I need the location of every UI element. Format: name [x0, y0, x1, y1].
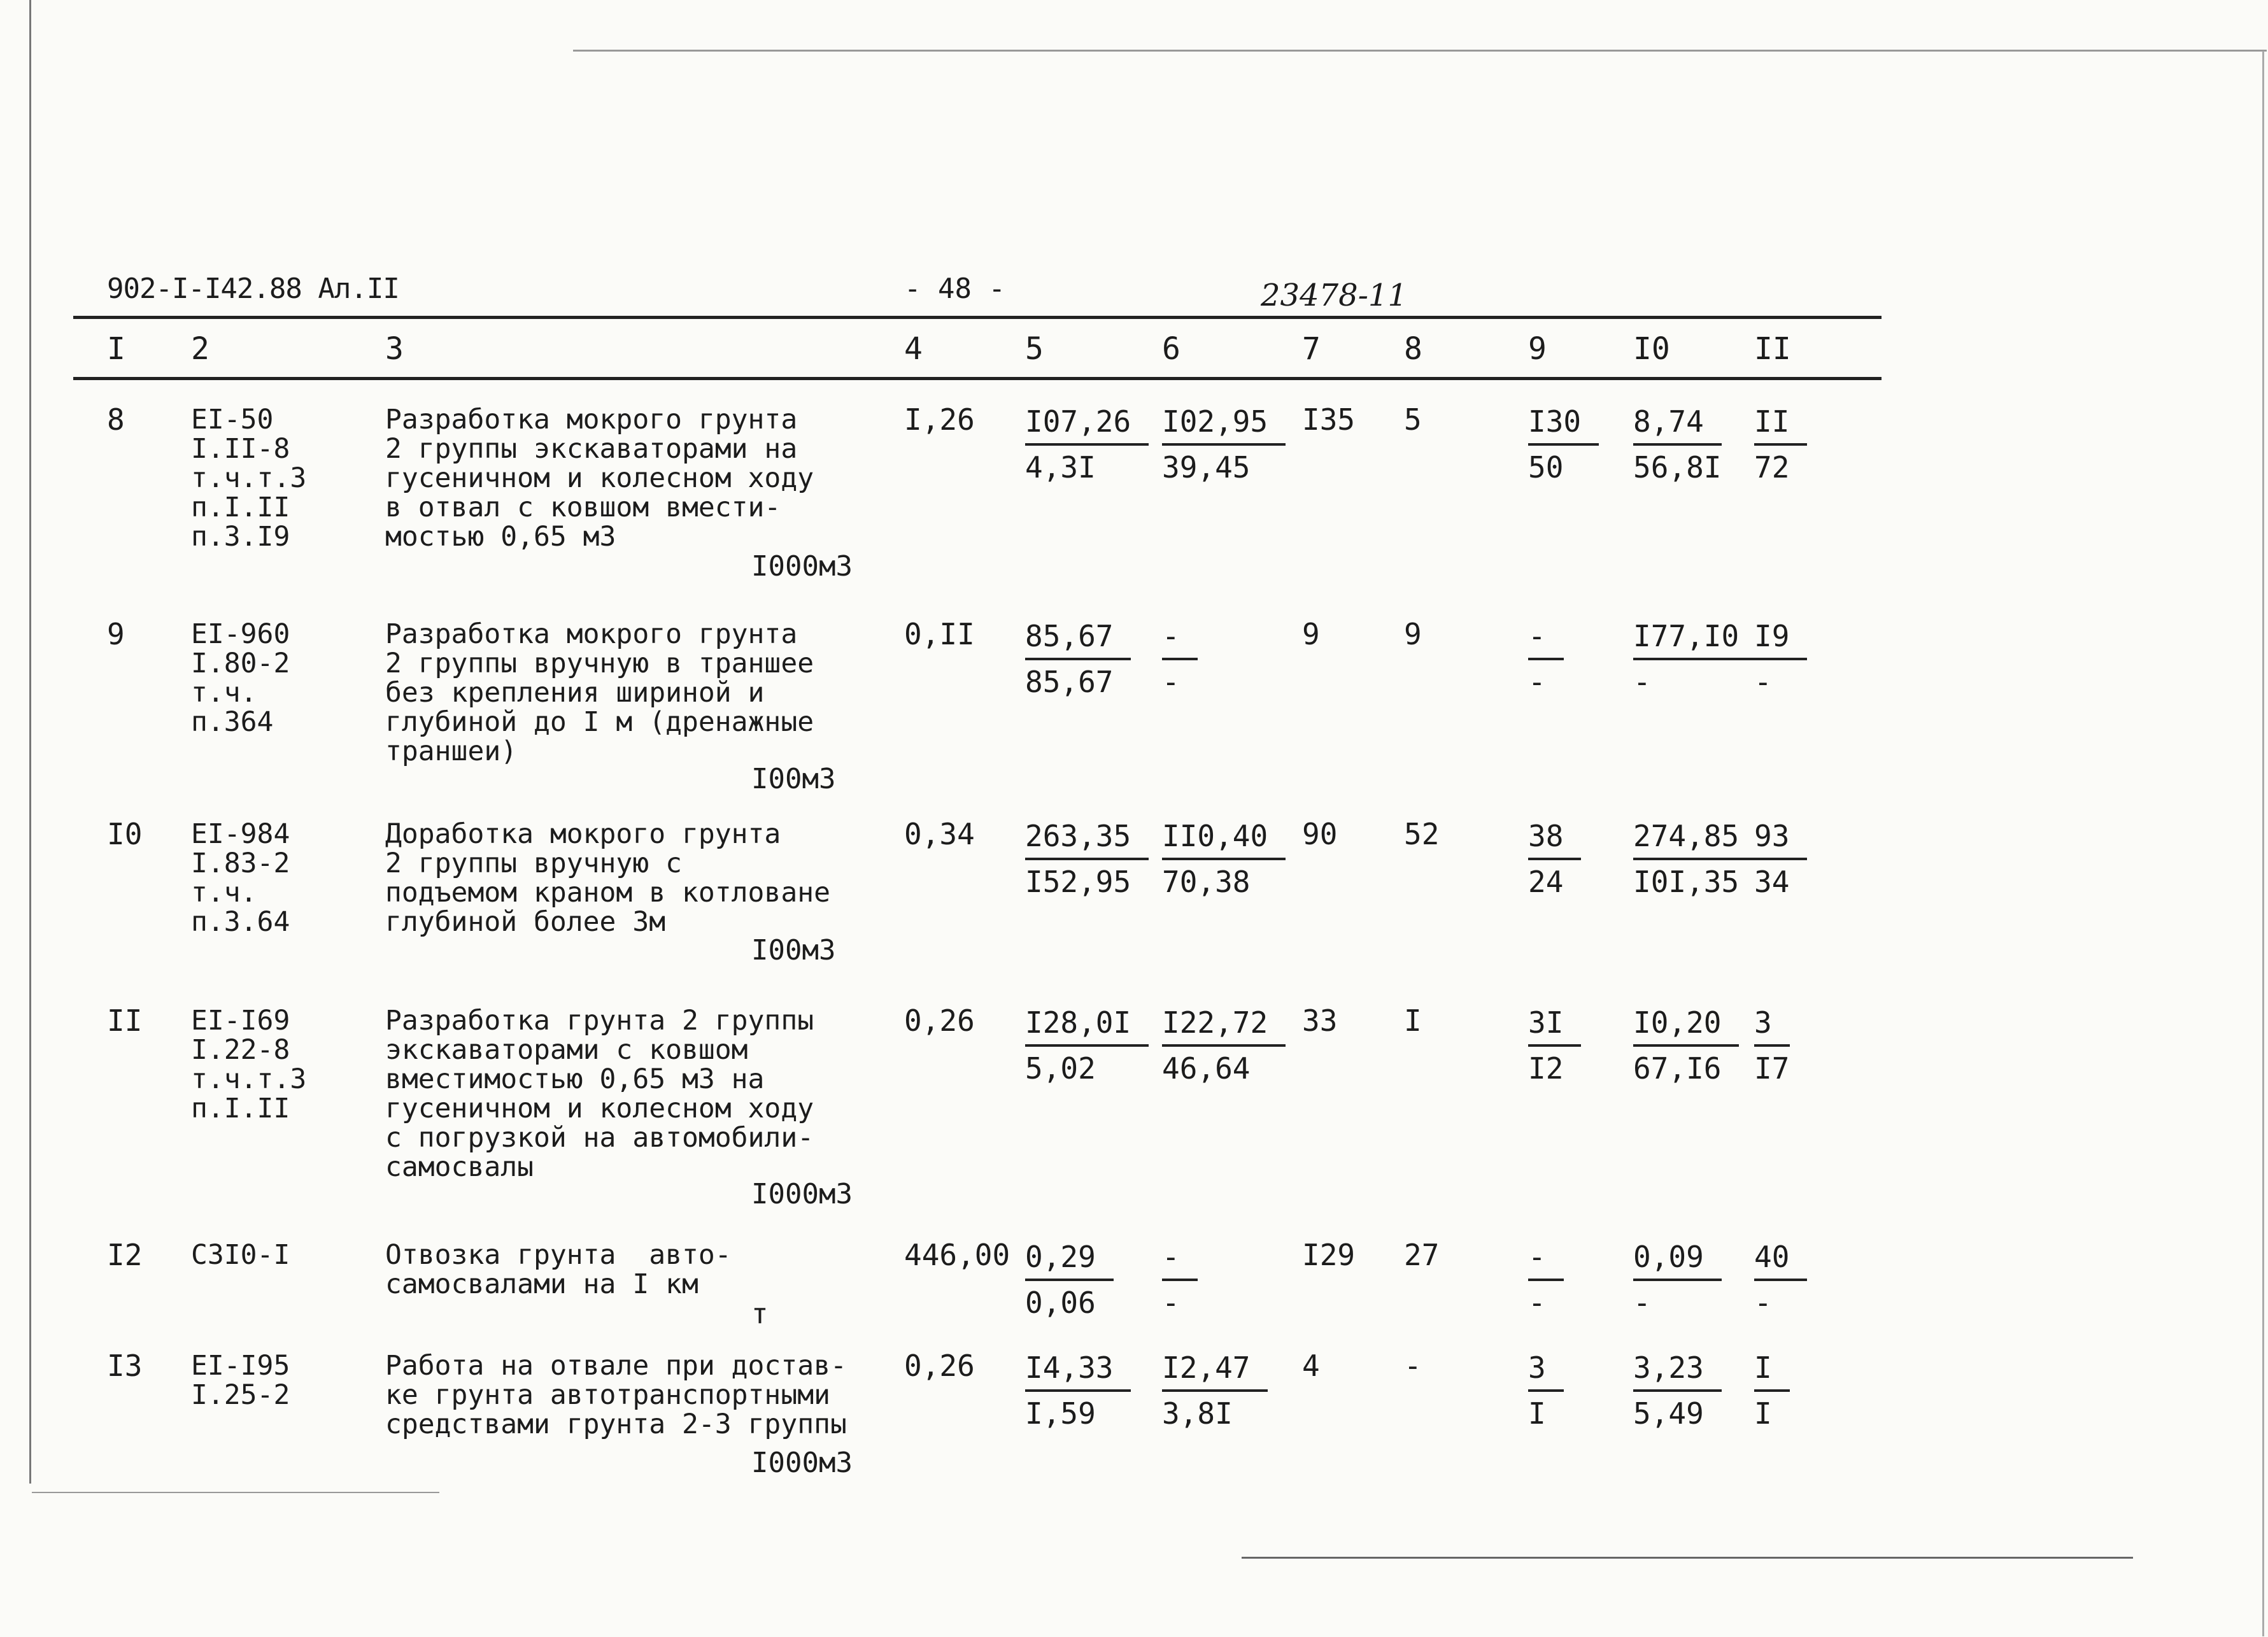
fraction-bottom: - — [1754, 1286, 1772, 1320]
fraction-top: I — [1754, 1346, 1790, 1392]
fraction-top: 274,85 — [1633, 814, 1757, 860]
value-8: I — [1404, 1003, 1422, 1038]
value-7: 4 — [1302, 1349, 1320, 1383]
cost-fraction-5 — [1025, 1346, 1131, 1435]
fraction-bottom: I2 — [1528, 1051, 1564, 1086]
fraction-top: 38 — [1528, 814, 1581, 860]
cost-fraction-9 — [1528, 1235, 1564, 1324]
value-8: 5 — [1404, 402, 1422, 437]
cost-fraction-6 — [1162, 614, 1198, 704]
fraction-top: 93 — [1754, 814, 1807, 860]
fraction-top: 0,09 — [1633, 1235, 1722, 1281]
cost-fraction-6 — [1162, 400, 1286, 489]
cost-fraction-5 — [1025, 814, 1149, 904]
cost-fraction-11 — [1754, 1346, 1790, 1435]
fraction-bottom: 46,64 — [1162, 1051, 1251, 1086]
fraction-bottom: - — [1633, 1286, 1651, 1320]
norm-code: EI-I69 I.22-8 т.ч.т.3 п.I.II — [191, 1005, 307, 1124]
cost-fraction-9 — [1528, 400, 1599, 489]
norm-code: EI-984 I.83-2 т.ч. п.3.64 — [191, 818, 290, 938]
cost-fraction-6 — [1162, 1346, 1268, 1435]
column-header-1: I — [107, 331, 125, 367]
value-7: I35 — [1302, 402, 1356, 437]
row-number: I0 — [107, 817, 143, 851]
fraction-top: I28,0I — [1025, 1001, 1149, 1047]
fraction-top: II — [1754, 400, 1807, 446]
cost-fraction-10 — [1633, 1001, 1739, 1090]
cost-fraction-5 — [1025, 614, 1131, 704]
norm-code: EI-I95 I.25-2 — [191, 1350, 290, 1411]
quantity: 0,34 — [904, 817, 975, 851]
cost-fraction-9 — [1528, 1346, 1564, 1435]
cost-fraction-11 — [1754, 614, 1807, 704]
fraction-bottom: I7 — [1754, 1051, 1790, 1086]
cost-fraction-5 — [1025, 1001, 1149, 1090]
fraction-bottom: 4,3I — [1025, 450, 1096, 485]
row-number: 8 — [107, 402, 125, 437]
fraction-bottom: - — [1528, 1286, 1546, 1320]
cost-fraction-11 — [1754, 1001, 1790, 1090]
document-code: 902-I-I42.88 Ал.II — [107, 273, 399, 305]
measure-unit: т — [751, 1298, 769, 1330]
work-description: Доработка мокрого грунта 2 группы вручную с подъемом краном в котловане глубиной более 3м — [385, 818, 830, 938]
cost-fraction-11 — [1754, 400, 1807, 489]
fraction-top: I07,26 — [1025, 400, 1149, 446]
measure-unit: I000м3 — [751, 1447, 853, 1479]
fraction-top: II0,40 — [1162, 814, 1286, 860]
fraction-bottom: 3,8I — [1162, 1396, 1233, 1431]
fraction-bottom: 34 — [1754, 865, 1790, 899]
page-edge-top — [573, 50, 2267, 52]
handwritten-number: 23478-11 — [1261, 278, 1407, 313]
cost-fraction-10 — [1633, 400, 1722, 489]
work-description: Разработка мокрого грунта 2 группы вручную в траншее без крепления шириной и глубиной до I м (дренажные траншеи) — [385, 618, 814, 767]
fraction-bottom: 5,02 — [1025, 1051, 1096, 1086]
fraction-top: 3 — [1754, 1001, 1790, 1047]
fraction-top: I22,72 — [1162, 1001, 1286, 1047]
cost-fraction-5 — [1025, 400, 1149, 489]
fraction-top: 263,35 — [1025, 814, 1149, 860]
fraction-bottom: I — [1754, 1396, 1772, 1431]
bottom-edge-line — [32, 1492, 439, 1493]
work-description: Работа на отвале при достав- ке грунта автотранспортными средствами грунта 2-3 группы — [385, 1350, 847, 1440]
fraction-top: I77,I0 — [1633, 614, 1757, 660]
fraction-top: - — [1528, 614, 1564, 660]
fraction-bottom: 24 — [1528, 865, 1564, 899]
fraction-top: - — [1162, 1235, 1198, 1281]
fraction-top: 8,74 — [1633, 400, 1722, 446]
row-number: 9 — [107, 617, 125, 651]
cost-fraction-10 — [1633, 814, 1757, 904]
column-header-5: 5 — [1025, 331, 1044, 367]
measure-unit: I00м3 — [751, 763, 836, 795]
fraction-bottom: 70,38 — [1162, 865, 1251, 899]
fraction-top: 3,23 — [1633, 1346, 1722, 1392]
column-header-4: 4 — [904, 331, 923, 367]
bottom-rule — [1242, 1557, 2133, 1559]
quantity: 0,II — [904, 617, 975, 651]
fraction-bottom: 0,06 — [1025, 1286, 1096, 1320]
fraction-bottom: 85,67 — [1025, 665, 1114, 699]
fraction-bottom: - — [1528, 665, 1546, 699]
work-description: Разработка грунта 2 группы экскаваторами с ковшом вместимостью 0,65 м3 на гусеничном и колесном ходу с погрузкой на автомобили- самосвалы — [385, 1005, 814, 1183]
row-number: I2 — [107, 1238, 143, 1272]
table-top-rule — [73, 316, 1882, 319]
cost-fraction-9 — [1528, 614, 1564, 704]
column-header-6: 6 — [1162, 331, 1180, 367]
cost-fraction-11 — [1754, 1235, 1807, 1324]
fraction-bottom: - — [1633, 665, 1651, 699]
fraction-bottom: - — [1162, 1286, 1180, 1320]
value-7: 33 — [1302, 1003, 1338, 1038]
fraction-top: - — [1528, 1235, 1564, 1281]
column-header-10: I0 — [1633, 331, 1670, 367]
quantity: I,26 — [904, 402, 975, 437]
column-header-3: 3 — [385, 331, 404, 367]
norm-code: C3I0-I — [191, 1239, 290, 1271]
page-number: - 48 - — [904, 273, 1005, 305]
cost-fraction-10 — [1633, 1346, 1722, 1435]
fraction-bottom: I0I,35 — [1633, 865, 1740, 899]
fraction-bottom: I — [1528, 1396, 1546, 1431]
fraction-bottom: - — [1754, 665, 1772, 699]
cost-fraction-9 — [1528, 1001, 1581, 1090]
cost-fraction-11 — [1754, 814, 1807, 904]
fraction-top: I9 — [1754, 614, 1807, 660]
fraction-bottom: 72 — [1754, 450, 1790, 485]
cost-fraction-6 — [1162, 814, 1286, 904]
fraction-bottom: 56,8I — [1633, 450, 1722, 485]
fraction-top: I02,95 — [1162, 400, 1286, 446]
column-header-9: 9 — [1528, 331, 1547, 367]
column-header-8: 8 — [1404, 331, 1422, 367]
column-header-11: II — [1754, 331, 1791, 367]
fraction-top: 3 — [1528, 1346, 1564, 1392]
cost-fraction-5 — [1025, 1235, 1114, 1324]
cost-fraction-9 — [1528, 814, 1581, 904]
norm-code: EI-50 I.II-8 т.ч.т.3 п.I.II п.3.I9 — [191, 404, 307, 553]
cost-fraction-10 — [1633, 614, 1757, 704]
page-edge-left — [29, 0, 31, 1484]
quantity: 0,26 — [904, 1003, 975, 1038]
fraction-top: I2,47 — [1162, 1346, 1268, 1392]
work-description: Разработка мокрого грунта 2 группы экскаваторами на гусеничном и колесном ходу в отвал с ковшом вмести- мостью 0,65 м3 — [385, 404, 814, 553]
column-header-7: 7 — [1302, 331, 1321, 367]
column-header-2: 2 — [191, 331, 209, 367]
value-8: 9 — [1404, 617, 1422, 651]
value-8: - — [1404, 1349, 1422, 1383]
value-7: 90 — [1302, 817, 1338, 851]
fraction-bottom: I52,95 — [1025, 865, 1131, 899]
value-7: 9 — [1302, 617, 1320, 651]
value-8: 27 — [1404, 1238, 1440, 1272]
fraction-top: 85,67 — [1025, 614, 1131, 660]
row-number: I3 — [107, 1349, 143, 1383]
fraction-bottom: 50 — [1528, 450, 1564, 485]
value-7: I29 — [1302, 1238, 1356, 1272]
fraction-top: I0,20 — [1633, 1001, 1739, 1047]
page-edge-right — [2262, 51, 2264, 1636]
norm-code: EI-960 I.80-2 т.ч. п.364 — [191, 618, 290, 738]
cost-fraction-10 — [1633, 1235, 1722, 1324]
fraction-top: 40 — [1754, 1235, 1807, 1281]
fraction-bottom: I,59 — [1025, 1396, 1096, 1431]
fraction-top: 3I — [1528, 1001, 1581, 1047]
measure-unit: I000м3 — [751, 1178, 853, 1210]
row-number: II — [107, 1003, 143, 1038]
cost-fraction-6 — [1162, 1001, 1286, 1090]
fraction-bottom: 67,I6 — [1633, 1051, 1722, 1086]
fraction-bottom: 5,49 — [1633, 1396, 1704, 1431]
fraction-top: I4,33 — [1025, 1346, 1131, 1392]
measure-unit: I000м3 — [751, 550, 853, 583]
cost-fraction-6 — [1162, 1235, 1198, 1324]
fraction-top: I30 — [1528, 400, 1599, 446]
quantity: 0,26 — [904, 1349, 975, 1383]
fraction-top: 0,29 — [1025, 1235, 1114, 1281]
fraction-bottom: - — [1162, 665, 1180, 699]
work-description: Отвозка грунта авто- самосвалами на I км — [385, 1239, 732, 1300]
table-header-rule — [73, 377, 1882, 380]
fraction-bottom: 39,45 — [1162, 450, 1251, 485]
fraction-top: - — [1162, 614, 1198, 660]
quantity: 446,00 — [904, 1238, 1010, 1272]
value-8: 52 — [1404, 817, 1440, 851]
measure-unit: I00м3 — [751, 934, 836, 967]
